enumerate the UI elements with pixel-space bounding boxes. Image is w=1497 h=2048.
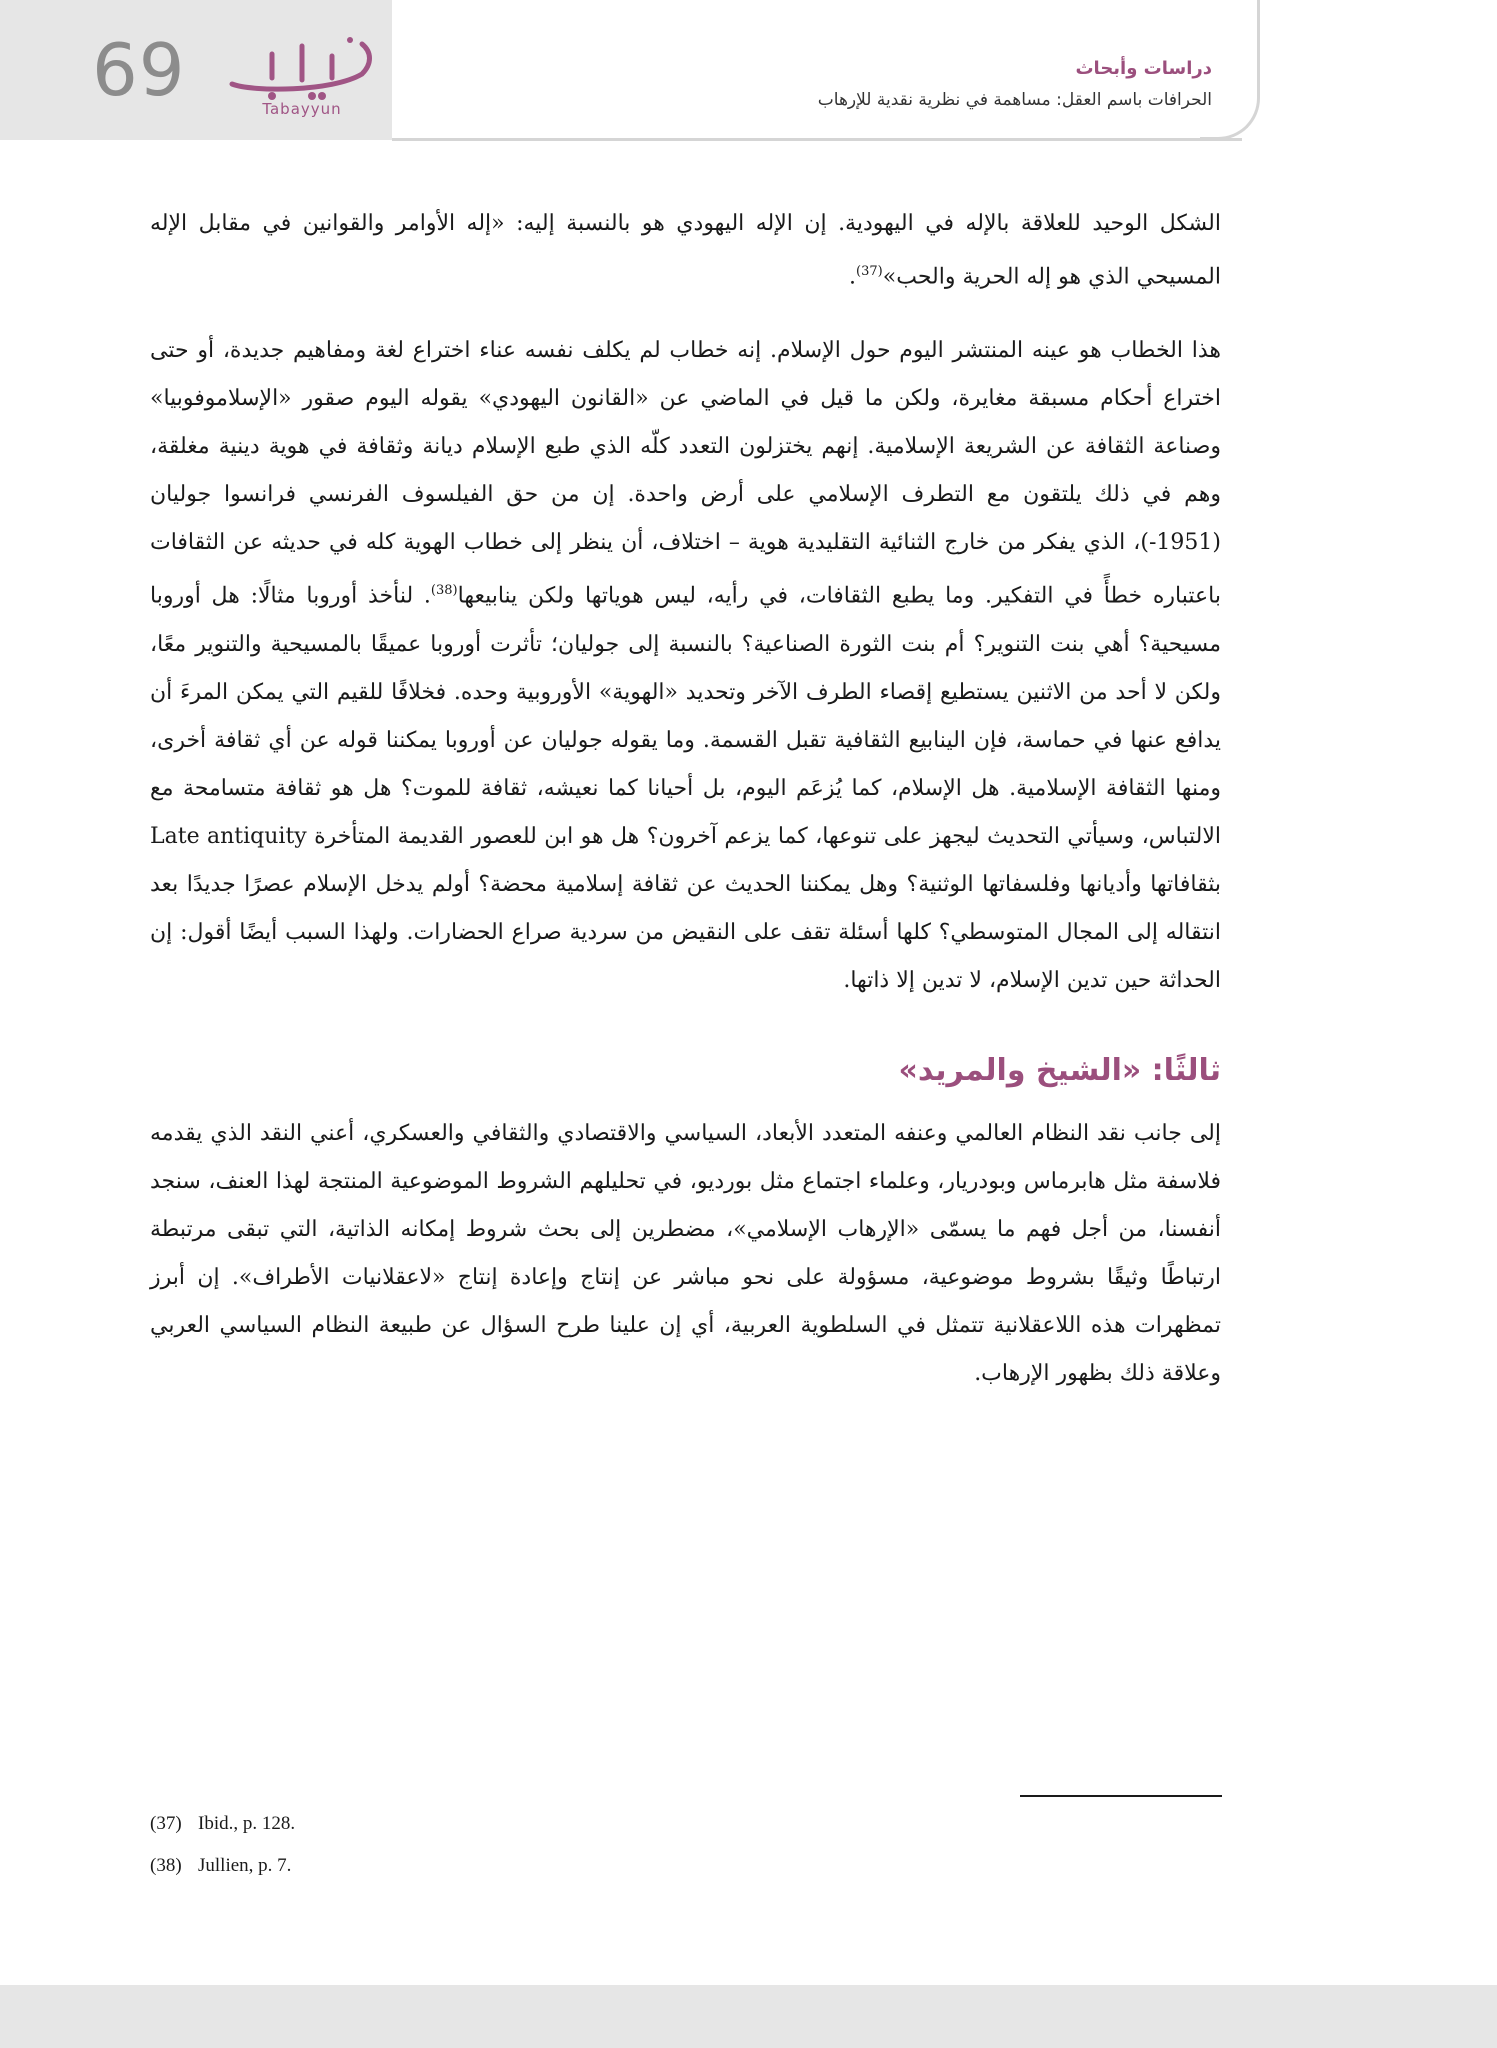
logo-mark-icon <box>212 34 392 104</box>
logo-latin-text: Tabayyun <box>262 100 342 118</box>
paragraph-1 <box>150 200 1221 301</box>
header-divider <box>392 138 1242 141</box>
section-label: دراسات وأبحاث <box>1075 58 1212 79</box>
paragraph-2-text-b: . لنأخذ أوروبا مثالًا: هل أوروبا مسيحية؟ أهي بنت التنوير؟ أم بنت الثورة الصناعية؟ بالنسبة إلى جوليان؛ تأثرت أوروبا عميقًا بالمسيحية والتنوير معًا، ولكن لا أحد من الاثنين يستطيع إقصاء الطرف الآخر وتحديد «الهوية» الأوروبية وحده. فخلافًا للقيم التي يمكن المرءَ أن يدافع عنها في حماسة، فإن الينابيع الثقافية تقبل القسمة. وما يقوله جوليان عن أوروبا يمكننا قوله عن أي ثقافة أخرى، ومنها الثقافة الإسلامية. هل الإسلام، كما يُزعَم اليوم، بل أحيانا كما نعيشه، ثقافة للموت؟ هل هو ثقافة متسامحة مع الالتباس، وسيأتي التحديث ليجهز على تنوعها، كما يزعم آخرون؟ هل هو ابن للعصور القديمة المتأخرة <box>150 583 1221 849</box>
page-number: 69 <box>92 28 186 112</box>
running-title: الحرافات باسم العقل: مساهمة في نظرية نقدية للإرهاب <box>817 90 1212 110</box>
section-heading: ثالثًا: «الشيخ والمريد» <box>898 1052 1221 1088</box>
footnote-text: Jullien, p. 7. <box>198 1855 292 1876</box>
footnote-divider <box>1020 1795 1222 1797</box>
footnote-38 <box>150 1852 750 1880</box>
article-body <box>150 200 1221 1398</box>
footnotes <box>150 1810 750 1894</box>
footnote-ref-37[interactable]: (37) <box>856 264 883 279</box>
footnote-number: (38) <box>150 1855 182 1876</box>
paragraph-2-text-c: بثقافاتها وأديانها وفلسفاتها الوثنية؟ وهل يمكننا الحديث عن ثقافة إسلامية محضة؟ أولم يدخل الإسلام عصرًا جديدًا بعد انتقاله إلى المجال المتوسطي؟ كلها أسئلة تقف على النقيض من سردية صراع الحضارات. ولهذا السبب أيضًا أقول: إن الحداثة حين تدين الإسلام، لا تدين إلا ذاتها. <box>150 871 1221 993</box>
paragraph-2 <box>150 327 1221 1004</box>
paragraph-2-text-a: هذا الخطاب هو عينه المنتشر اليوم حول الإسلام. إنه خطاب لم يكلف نفسه عناء اختراع لغة ومفاهيم جديدة، أو حتى اختراع أحكام مسبقة مغايرة، ولكن ما قيل في الماضي عن «القانون اليهودي» يقوله اليوم صقور «الإسلاموفوبيا» وصناعة الثقافة عن الشريعة الإسلامية. إنهم يختزلون التعدد كلّه الذي طبع الإسلام ديانة وثقافة في هوية دينية مغلقة، وهم في ذلك يلتقون مع التطرف الإسلامي على أرض واحدة. إن من حق الفيلسوف الفرنسي فرانسوا جوليان (1951-)، الذي يفكر من خارج الثنائية التقليدية هوية – اختلاف، أن ينظر إلى خطاب الهوية كله في حديثه عن الثقافات باعتباره خطأً في التفكير. وما يطبع الثقافات، في رأيه، ليس هوياتها ولكن ينابيعها <box>150 338 1221 609</box>
latin-term: Late antiquity <box>150 823 307 849</box>
paragraph-3: إلى جانب نقد النظام العالمي وعنفه المتعدد الأبعاد، السياسي والاقتصادي والثقافي والعسكري، أعني النقد الذي يقدمه فلاسفة مثل هابرماس وبودريار، وعلماء اجتماع مثل بورديو، في تحليلهم الشروط الموضوعية المنتجة لهذا العنف، سنجد أنفسنا، من أجل فهم ما يسمّى «الإرهاب الإسلامي»، مضطرين إلى بحث شروط إمكانه الذاتية، التي تبقى مرتبطة ارتباطًا وثيقًا بشروط موضوعية، مسؤولة على نحو مباشر عن إنتاج وإعادة إنتاج «لاعقلانيات الأطراف». إن أبرز تمظهرات هذه اللاعقلانية تتمثل في السلطوية العربية، أي إن علينا طرح السؤال عن طبيعة النظام السياسي العربي وعلاقة ذلك بظهور الإرهاب. <box>150 1120 1221 1386</box>
footnote-number: (37) <box>150 1813 182 1834</box>
paragraph-1-end: . <box>849 264 857 290</box>
page-footer <box>0 1985 1497 2048</box>
paragraph-1-text: الشكل الوحيد للعلاقة بالإله في اليهودية. إن الإله اليهودي هو بالنسبة إليه: «إله الأوامر والقوانين في مقابل الإله المسيحي الذي هو إله الحرية والحب» <box>150 211 1221 290</box>
footnote-37 <box>150 1810 750 1838</box>
footnote-text: Ibid., p. 128. <box>198 1813 296 1834</box>
journal-logo <box>212 34 392 130</box>
footnote-ref-38[interactable]: (38) <box>430 583 458 599</box>
page-number-tab <box>0 0 392 140</box>
